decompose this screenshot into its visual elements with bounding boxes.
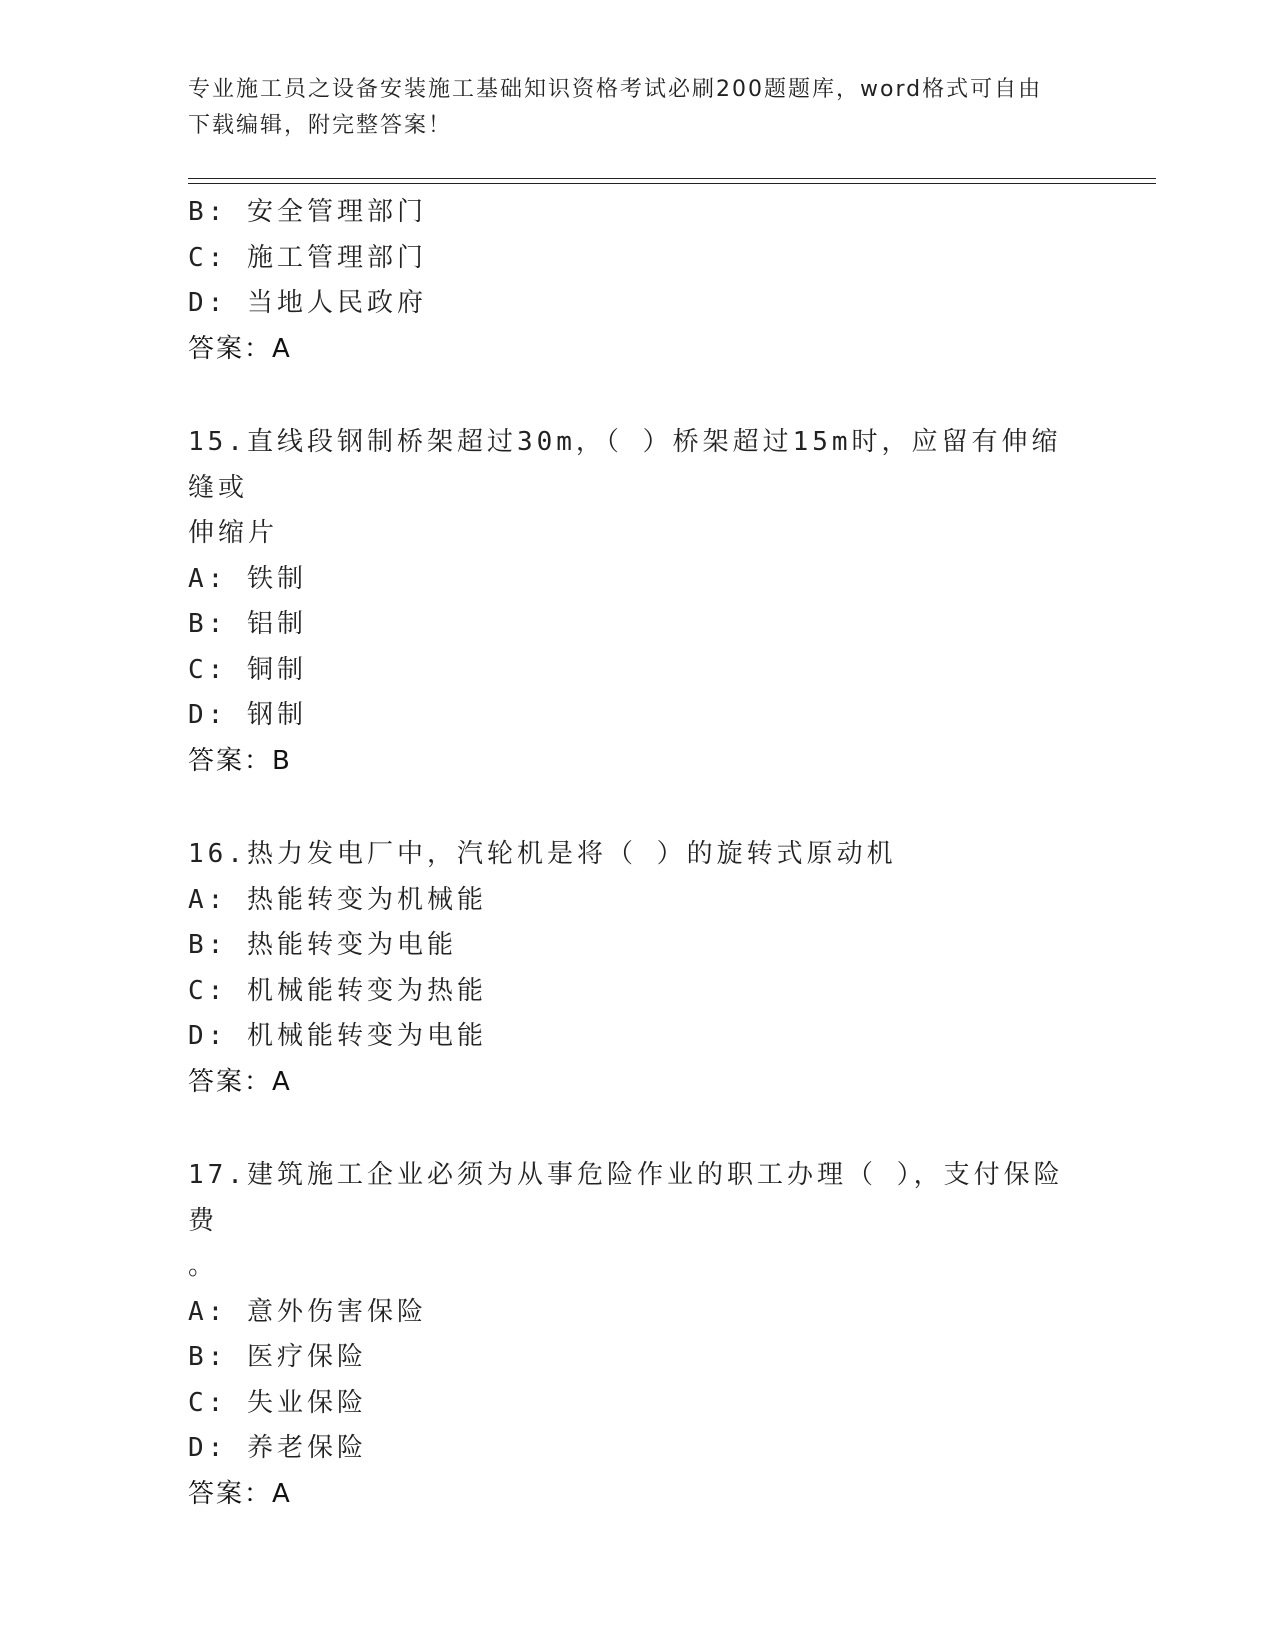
question-text-line-2: 。 bbox=[188, 1251, 219, 1281]
option-d: D: 养老保险 bbox=[188, 1433, 367, 1463]
question-block-14 bbox=[188, 190, 1088, 372]
question-text-line-1: 16.热力发电厂中，汽轮机是将（ ）的旋转式原动机 bbox=[188, 839, 897, 869]
question-block-15 bbox=[188, 420, 1088, 784]
option-b: B: 铝制 bbox=[188, 609, 307, 639]
option-b: B: 热能转变为电能 bbox=[188, 930, 457, 960]
question-text-line-1: 15.直线段钢制桥架超过30m，（ ）桥架超过15m时，应留有伸缩缝或 bbox=[188, 427, 1062, 503]
option-a: A: 热能转变为机械能 bbox=[188, 884, 487, 915]
answer-line: 答案：A bbox=[188, 1478, 292, 1509]
answer-line: 答案：A bbox=[188, 333, 292, 364]
option-a: A: 铁制 bbox=[188, 563, 307, 594]
header-title-line-1: 专业施工员之设备安装施工基础知识资格考试必刷200题题库，word格式可自由 bbox=[188, 77, 1043, 102]
document-header bbox=[188, 72, 1088, 144]
document-body bbox=[188, 190, 1088, 1517]
option-b: B: 安全管理部门 bbox=[188, 197, 427, 227]
block-spacer bbox=[188, 784, 1088, 832]
option-d: D: 钢制 bbox=[188, 700, 307, 730]
option-c: C: 铜制 bbox=[188, 654, 307, 685]
option-a: A: 意外伤害保险 bbox=[188, 1296, 427, 1327]
answer-line: 答案：B bbox=[188, 745, 292, 776]
option-c: C: 失业保险 bbox=[188, 1387, 367, 1418]
question-block-16 bbox=[188, 832, 1088, 1105]
question-text-line-2: 伸缩片 bbox=[188, 518, 279, 548]
option-d: D: 当地人民政府 bbox=[188, 288, 427, 318]
answer-line: 答案：A bbox=[188, 1066, 292, 1097]
option-c: C: 施工管理部门 bbox=[188, 242, 427, 273]
question-text-line-1: 17.建筑施工企业必须为从事危险作业的职工办理（ ），支付保险费 bbox=[188, 1160, 1064, 1236]
option-d: D: 机械能转变为电能 bbox=[188, 1021, 487, 1051]
option-c: C: 机械能转变为热能 bbox=[188, 975, 487, 1006]
header-divider bbox=[188, 178, 1156, 184]
option-b: B: 医疗保险 bbox=[188, 1342, 367, 1372]
block-spacer bbox=[188, 1105, 1088, 1153]
header-title-line-2: 下载编辑，附完整答案！ bbox=[188, 113, 453, 138]
question-block-17 bbox=[188, 1153, 1088, 1517]
block-spacer bbox=[188, 372, 1088, 420]
